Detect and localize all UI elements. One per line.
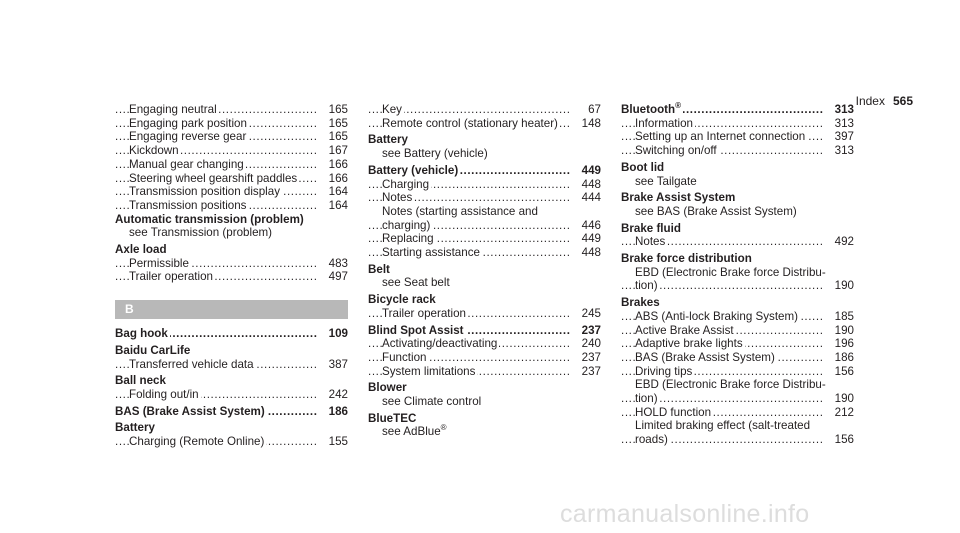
index-column-3 xyxy=(621,103,854,447)
page-reference[interactable]: 387 xyxy=(326,358,348,372)
watermark: carmanualsonline.info xyxy=(560,500,810,528)
registered-mark: ® xyxy=(440,423,447,433)
entry-text: Notes (starting assistance and xyxy=(382,204,538,218)
index-column-1 xyxy=(115,103,348,449)
page-reference[interactable]: 164 xyxy=(326,199,348,213)
page-reference[interactable]: 186 xyxy=(326,405,348,419)
index-subentry xyxy=(115,358,348,372)
page-reference[interactable]: 165 xyxy=(326,130,348,144)
entry-text: see Transmission (problem) xyxy=(129,226,273,240)
index-subentry xyxy=(115,103,348,117)
entry-text: Active Brake Assist xyxy=(635,323,734,337)
page-reference[interactable]: 449 xyxy=(579,232,601,246)
page-reference[interactable]: 148 xyxy=(579,117,601,131)
entry-text: Trailer operation xyxy=(129,270,213,284)
entry-text: Setting up an Internet connection xyxy=(635,130,806,144)
page-reference[interactable]: 185 xyxy=(832,310,854,324)
page-reference[interactable]: 245 xyxy=(579,307,601,321)
index-subentry xyxy=(115,226,348,240)
index-subentry xyxy=(621,130,854,144)
entry-text: tion) xyxy=(635,392,658,406)
entry-text: Blind Spot Assist xyxy=(368,323,464,337)
index-subentry xyxy=(368,219,601,233)
page-number: 565 xyxy=(892,94,913,108)
entry-text: see Tailgate xyxy=(635,174,697,188)
entry-text: Automatic transmission (problem) xyxy=(115,212,304,226)
index-subentry xyxy=(368,232,601,246)
page-reference[interactable]: 190 xyxy=(832,392,854,406)
entry-text: see BAS (Brake Assist System) xyxy=(635,204,797,218)
entry-text: BAS (Brake Assist System) xyxy=(115,404,265,418)
index-subentry xyxy=(621,144,854,158)
index-heading xyxy=(621,161,854,175)
entry-text: Activating/deactivating xyxy=(382,337,498,351)
entry-text: Battery xyxy=(368,133,408,147)
index-subentry xyxy=(621,324,854,338)
index-subentry xyxy=(621,205,854,219)
index-column-2 xyxy=(368,103,601,439)
index-subentry xyxy=(368,276,601,290)
index-heading xyxy=(621,191,854,205)
page-reference[interactable]: 186 xyxy=(832,351,854,365)
registered-mark: ® xyxy=(675,101,681,111)
index-subentry xyxy=(621,392,854,406)
entry-text: Bluetooth® xyxy=(621,101,681,116)
entry-text: Engaging neutral xyxy=(129,103,217,116)
page-header xyxy=(856,94,913,108)
entry-text: see Climate control xyxy=(382,395,482,409)
page-reference[interactable]: 156 xyxy=(832,365,854,379)
entry-text: Steering wheel gearshift paddles xyxy=(129,171,298,185)
header-index-label: Index xyxy=(855,94,885,108)
page-reference[interactable]: 166 xyxy=(326,172,348,186)
index-subentry xyxy=(115,158,348,172)
entry-text: Replacing xyxy=(382,232,434,246)
entry-text: Brakes xyxy=(621,296,660,310)
entry-text: Ball neck xyxy=(115,374,166,388)
index-group-b xyxy=(115,327,348,449)
page-reference[interactable]: 497 xyxy=(326,270,348,284)
page-reference[interactable]: 167 xyxy=(326,144,348,158)
entry-text: Transmission position display xyxy=(129,185,280,199)
entry-text: Notes xyxy=(382,191,413,205)
entry-text: Baidu CarLife xyxy=(115,343,191,357)
entry-text: Remote control (stationary heater) xyxy=(382,116,558,130)
entry-text: Manual gear changing xyxy=(129,157,244,171)
index-heading xyxy=(115,213,348,227)
page-reference[interactable]: 165 xyxy=(326,103,348,117)
index-subentry xyxy=(621,365,854,379)
index-subentry xyxy=(368,337,601,351)
entry-text: Starting assistance xyxy=(382,246,480,260)
entry-text: Belt xyxy=(368,262,390,276)
index-heading xyxy=(368,324,601,338)
entry-text: ABS (Anti-lock Braking System) xyxy=(635,309,799,323)
index-subentry xyxy=(621,175,854,189)
entry-text: see AdBlue® xyxy=(382,423,447,439)
page-reference[interactable]: 242 xyxy=(326,388,348,402)
page-reference[interactable]: 164 xyxy=(326,185,348,199)
entry-text: HOLD function xyxy=(635,405,712,419)
entry-text: Blower xyxy=(368,381,407,395)
index-subentry xyxy=(621,337,854,351)
entry-text: Function xyxy=(382,350,427,364)
index-subentry xyxy=(368,117,601,131)
index-heading xyxy=(621,103,854,117)
page-reference[interactable]: 492 xyxy=(832,235,854,249)
entry-text: Transferred vehicle data xyxy=(129,357,254,371)
index-subentry xyxy=(621,266,854,280)
entry-text: Key xyxy=(382,103,402,116)
page-reference[interactable]: 212 xyxy=(832,406,854,420)
entry-text: Boot lid xyxy=(621,160,665,174)
entry-text: Bicycle rack xyxy=(368,293,436,307)
index-heading xyxy=(368,293,601,307)
entry-text: Driving tips xyxy=(635,364,693,378)
index-subentry xyxy=(115,172,348,186)
page-reference[interactable]: 448 xyxy=(579,246,601,260)
entry-text: BlueTEC xyxy=(368,411,417,425)
page-reference[interactable]: 449 xyxy=(579,164,601,178)
index-subentry xyxy=(621,235,854,249)
entry-text: Bag hook xyxy=(115,327,168,341)
index-subentry xyxy=(368,205,601,219)
page-reference[interactable]: 165 xyxy=(326,117,348,131)
entry-text: Battery (vehicle) xyxy=(368,163,459,177)
entry-text: Brake fluid xyxy=(621,221,681,235)
index-heading xyxy=(368,412,601,426)
page-reference[interactable]: 448 xyxy=(579,178,601,192)
index-heading xyxy=(115,327,348,341)
entry-text: Charging (Remote Online) xyxy=(129,435,265,449)
entry-text: tion) xyxy=(635,279,658,293)
page-reference[interactable]: 190 xyxy=(832,324,854,338)
page-reference[interactable]: 190 xyxy=(832,279,854,293)
index-subentry xyxy=(115,199,348,213)
entry-text: see Seat belt xyxy=(382,276,450,290)
page-reference[interactable]: 313 xyxy=(832,103,854,117)
entry-text: Axle load xyxy=(115,243,167,257)
entry-text: Adaptive brake lights xyxy=(635,337,743,351)
page-reference[interactable]: 166 xyxy=(326,158,348,172)
entry-text: Kickdown xyxy=(129,144,179,158)
index-subentry xyxy=(115,388,348,402)
page-reference[interactable]: 237 xyxy=(579,351,601,365)
entry-text: Brake force distribution xyxy=(621,252,752,266)
index-subentry xyxy=(621,117,854,131)
page-reference[interactable]: 237 xyxy=(579,365,601,379)
entry-text: BAS (Brake Assist System) xyxy=(635,350,775,364)
index-subentry xyxy=(621,378,854,392)
index-subentry xyxy=(368,307,601,321)
index-subentry xyxy=(115,117,348,131)
index-subentry xyxy=(621,310,854,324)
index-subentry xyxy=(621,279,854,293)
page-reference[interactable]: 446 xyxy=(579,219,601,233)
page-reference[interactable]: 67 xyxy=(585,103,601,117)
entry-text: Permissible xyxy=(129,256,189,270)
index-subentry xyxy=(115,130,348,144)
entry-text: Battery xyxy=(115,421,155,435)
index-heading xyxy=(368,381,601,395)
page-reference[interactable]: 196 xyxy=(832,337,854,351)
page-reference[interactable]: 109 xyxy=(326,327,348,341)
index-heading xyxy=(368,133,601,147)
entry-text: EBD (Electronic Brake force Distribu- xyxy=(635,265,826,279)
index-heading xyxy=(115,405,348,419)
entry-text: Folding out/in xyxy=(129,387,199,401)
index-subentry xyxy=(368,246,601,260)
index-subentry xyxy=(115,144,348,158)
page-reference[interactable]: 237 xyxy=(579,324,601,338)
entry-text: Engaging park position xyxy=(129,116,247,130)
entry-text: Limited braking effect (salt-treated xyxy=(635,419,811,433)
index-subentry xyxy=(368,191,601,205)
page-reference[interactable]: 313 xyxy=(832,117,854,131)
index-subentry xyxy=(368,103,601,117)
entry-text: see Battery (vehicle) xyxy=(382,147,488,161)
entry-text: charging) xyxy=(382,218,431,232)
index-subentry xyxy=(115,270,348,284)
entry-text: Brake Assist System xyxy=(621,191,736,205)
index-group-a xyxy=(115,103,348,284)
entry-text: roads) xyxy=(635,433,668,447)
entry-text: Charging xyxy=(382,177,430,191)
index-subentry xyxy=(115,435,348,449)
index-heading xyxy=(115,421,348,435)
page-reference[interactable]: 240 xyxy=(579,337,601,351)
index-subentry xyxy=(368,178,601,192)
section-letter-bar: B xyxy=(115,300,348,319)
page-reference[interactable]: 483 xyxy=(326,257,348,271)
page-reference[interactable]: 156 xyxy=(832,433,854,447)
index-heading xyxy=(621,222,854,236)
index-subentry xyxy=(115,257,348,271)
page-reference[interactable]: 397 xyxy=(832,130,854,144)
entry-text: EBD (Electronic Brake force Distribu- xyxy=(635,378,826,392)
entry-text: Transmission positions xyxy=(129,198,247,212)
index-heading xyxy=(368,263,601,277)
index-subentry xyxy=(115,185,348,199)
index-heading xyxy=(115,243,348,257)
index-subentry xyxy=(621,419,854,433)
entry-text: Switching on/off xyxy=(635,144,717,158)
index-subentry xyxy=(368,365,601,379)
index-subentry xyxy=(368,395,601,409)
entry-text: Trailer operation xyxy=(382,306,466,320)
index-subentry xyxy=(621,433,854,447)
index-heading xyxy=(368,164,601,178)
index-heading xyxy=(115,344,348,358)
index-heading xyxy=(621,252,854,266)
entry-text: Engaging reverse gear xyxy=(129,130,247,144)
entry-text: Information xyxy=(635,116,693,130)
index-heading xyxy=(115,374,348,388)
page-reference[interactable]: 155 xyxy=(326,435,348,449)
page-reference[interactable]: 444 xyxy=(579,191,601,205)
entry-text: Notes xyxy=(635,235,666,249)
index-subentry xyxy=(621,351,854,365)
index-subentry xyxy=(368,351,601,365)
index-heading xyxy=(621,296,854,310)
index-subentry xyxy=(368,147,601,161)
index-subentry xyxy=(621,406,854,420)
index-subentry xyxy=(368,425,601,439)
entry-text: System limitations xyxy=(382,364,476,378)
page-reference[interactable]: 313 xyxy=(832,144,854,158)
